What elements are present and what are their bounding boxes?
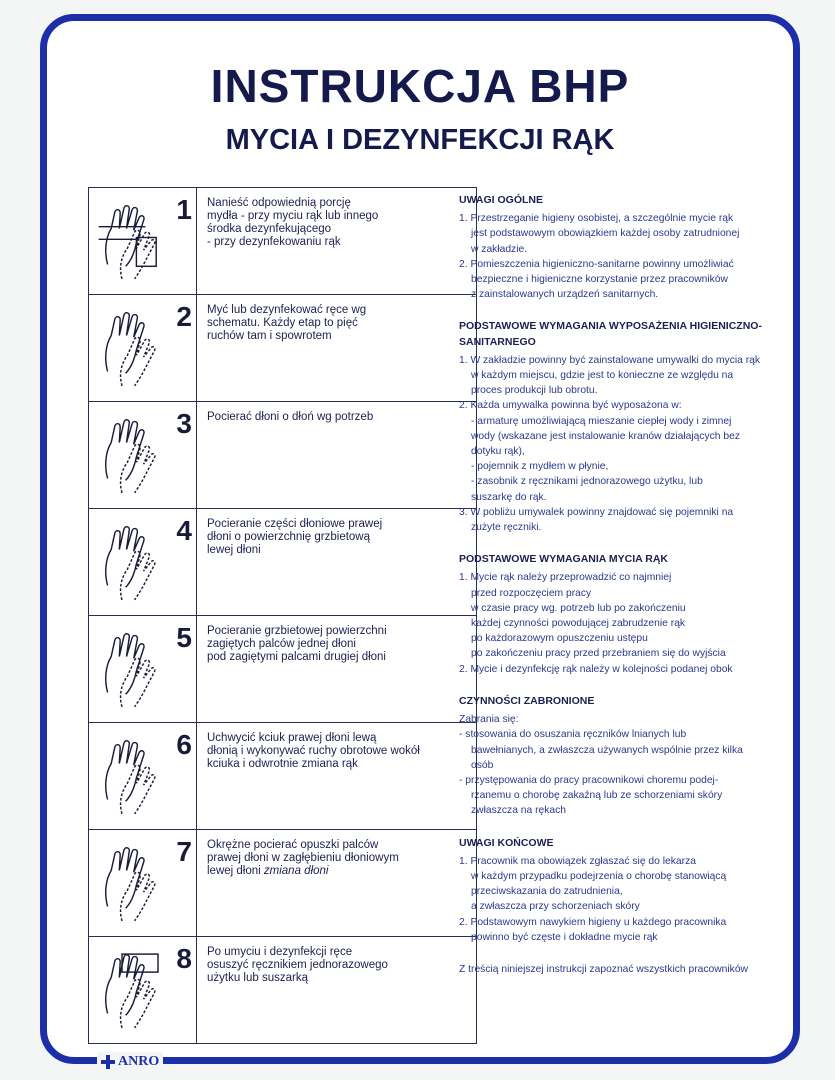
section-item: zwłaszcza na rękach [471,805,566,817]
step-row [89,295,477,402]
step-line: Myć lub dezynfekować ręce wg [207,304,367,316]
section-item: suszarkę do rąk. [471,491,547,503]
palm-over-back-icon [95,519,167,607]
step-line: lewej dłoni [207,544,261,556]
step-line: Okrężne pocierać opuszki palców [207,839,379,851]
brand-logo [97,1052,163,1072]
notes-section [459,694,789,819]
step-number: 2 [176,301,192,332]
section-item: bezpieczne i higieniczne korzystanie przez pracowników [471,274,728,286]
step-number: 7 [176,836,192,867]
step-line: - przy dezynfekowaniu rąk [207,236,341,248]
section-heading: PODSTAWOWE WYMAGANIA WYPOSAŻENIA HIGIENICZNO-SANITARNEGO [459,320,762,348]
notes-section [459,836,789,945]
section-item: powinno być częste i dokładne mycie rąk [471,931,658,943]
section-item: - pojemnik z mydłem w płynie, [471,461,609,473]
section-item: jest podstawowym obowiązkiem każdej osoby zatrudnionej [471,228,740,240]
section-item: 2. Podstawowym nawykiem higieny u każdego pracownika [459,916,727,928]
section-item: - stosowania do osuszania ręczników lnianych lub [459,729,687,741]
section-item: z zainstalowanych urządzeń sanitarnych. [471,289,659,301]
step-line: zagiętych palców jednej dłoni [207,638,356,650]
hand-dryer-icon [95,947,167,1035]
section-item: dotyku rąk), [471,446,525,458]
step-description [197,937,477,1044]
section-item: proces produkcji lub obrotu. [471,385,598,397]
section-item: w każdym miejscu, gdzie jest to konieczne ze względu na [471,370,734,382]
notes-section [459,552,789,677]
step-description [197,188,477,295]
section-item: w czasie pracy wg. potrzeb lub po zakończeniu [471,602,686,614]
notes-section [459,319,789,535]
section-item: przed rozpoczęciem pracy [471,587,592,599]
section-item: a zwłaszcza przy schorzeniach skóry [471,901,640,913]
step-line: schematu. Każdy etap to pięć [207,317,358,329]
brand-cross-icon [101,1055,115,1069]
step-number: 8 [176,943,192,974]
step-number: 6 [176,729,192,760]
step-row [89,616,477,723]
section-item: w każdym przypadku podejrzenia o chorobę stanowiącą [471,870,727,882]
section-heading: UWAGI OGÓLNE [459,194,543,206]
footer-note: Z treścią niniejszej instrukcji zapoznać wszystkich pracowników [459,963,748,975]
section-item: przeciwskazania do zatrudnienia, [471,886,623,898]
step-row [89,723,477,830]
step-illustration [89,830,197,937]
step-description [197,402,477,509]
section-item: osób [471,759,494,771]
step-line: Po umyciu i dezynfekcji ręce [207,946,353,958]
section-item: po zakończeniu pracy przed przebraniem się do wyjścia [471,648,726,660]
section-item: rzanemu o chorobę zakaźną lub ze schorzeniami skóry [471,790,723,802]
section-item: 2. Każda umywalka powinna być wyposażona w: [459,400,682,412]
step-row [89,509,477,616]
step-line: Pocieranie grzbietowej powierzchni [207,625,387,637]
section-item: 1. Mycie rąk należy przeprowadzić co najmniej [459,572,672,584]
soap-dispenser-icon [95,198,167,286]
section-item: - przystępowania do pracy pracownikowi choremu podej- [459,774,719,786]
step-line: Pocieranie części dłoniowe prawej [207,518,383,530]
section-item: 1. Przestrzeganie higieny osobistej, a szczególnie mycie rąk [459,213,734,225]
step-row [89,188,477,295]
section-item: po każdorazowym opuszczeniu ustępu [471,633,648,645]
palm-to-palm-icon [95,412,167,500]
step-line: środka dezynfekującego [207,223,332,235]
step-line: prawej dłoni w zagłębieniu dłoniowym [207,852,399,864]
step-line: Nanieść odpowiednią porcję [207,197,351,209]
section-item: każdej czynności powodującej zabrudzenie rąk [471,618,686,630]
section-item: 3. W pobliżu umywalek powinny znajdować się pojemniki na [459,506,734,518]
section-item: bawełnianych, a zwłaszcza używanych wspólnie przez kilka [471,744,743,756]
step-line: pod zagiętymi palcami drugiej dłoni [207,651,386,663]
brand-name: ANRO [118,1054,160,1069]
safety-sign [40,14,800,1064]
section-item: Zabrania się: [459,714,519,726]
step-line: osuszyć ręcznikiem jednorazowego [207,959,388,971]
steps-table [88,187,477,1044]
section-item: - zasobnik z ręcznikami jednorazowego użytku, lub [471,476,703,488]
section-item: zużyte ręczniki. [471,522,542,534]
step-line: mydła - przy myciu rąk lub innego [207,210,379,222]
step-description [197,509,477,616]
step-line: Pocierać dłoni o dłoń wg potrzeb [207,411,374,423]
step-number: 4 [176,515,192,546]
step-line: dłoni o powierzchnię grzbietową [207,531,371,543]
step-illustration [89,616,197,723]
section-item: - armaturę umożliwiającą mieszanie ciepłej wody i zimnej [471,415,732,427]
step-description [197,830,477,937]
step-line: użytku lub suszarką [207,972,308,984]
step-number: 1 [176,194,192,225]
step-description [197,616,477,723]
step-row [89,937,477,1044]
step-line-italic: zmiana dłoni [263,865,329,877]
page-subtitle: MYCIA I DEZYNFEKCJI RĄK [225,124,615,156]
section-item: 1. Pracownik ma obowiązek zgłaszać się do lekarza [459,855,696,867]
section-item: w zakładzie. [471,243,528,255]
section-item: 2. Mycie i dezynfekcję rąk należy w kolejności podanej obok [459,663,733,675]
step-line: dłonią i wykonywać ruchy obrotowe wokół [207,745,420,757]
step-line: Uchwycić kciuk prawej dłoni lewą [207,732,377,744]
step-illustration [89,295,197,402]
step-description [197,295,477,402]
section-item: 2. Pomieszczenia higieniczno-sanitarne powinny umożliwiać [459,258,734,270]
page-title: INSTRUKCJA BHP [210,60,630,112]
step-line: ruchów tam i spowrotem [207,330,332,342]
section-heading: CZYNNOŚCI ZABRONIONE [459,694,595,707]
step-line: lewej dłoni zmiana dłoni [207,865,329,877]
step-number: 3 [176,408,192,439]
hands-rubbing-icon [95,305,167,393]
step-illustration [89,723,197,830]
section-heading: PODSTAWOWE WYMAGANIA MYCIA RĄK [459,553,669,566]
section-heading: UWAGI KOŃCOWE [459,836,554,849]
notes-column [459,193,789,977]
step-description [197,723,477,830]
section-item: wody (wskazane jest instalowanie kranów działających bez [471,430,740,442]
notes-section [459,193,789,302]
step-number: 5 [176,622,192,653]
step-row [89,830,477,937]
step-row [89,402,477,509]
fingertips-circular-icon [95,840,167,928]
section-item: 1. W zakładzie powinny być zainstalowane umywalki do mycia rąk [459,354,761,366]
step-illustration [89,509,197,616]
fingers-interlocked-icon [95,626,167,714]
step-illustration [89,937,197,1044]
step-line: kciuka i odwrotnie zmiana rąk [207,758,358,770]
thumb-rotation-icon [95,733,167,821]
step-illustration [89,188,197,295]
step-illustration [89,402,197,509]
